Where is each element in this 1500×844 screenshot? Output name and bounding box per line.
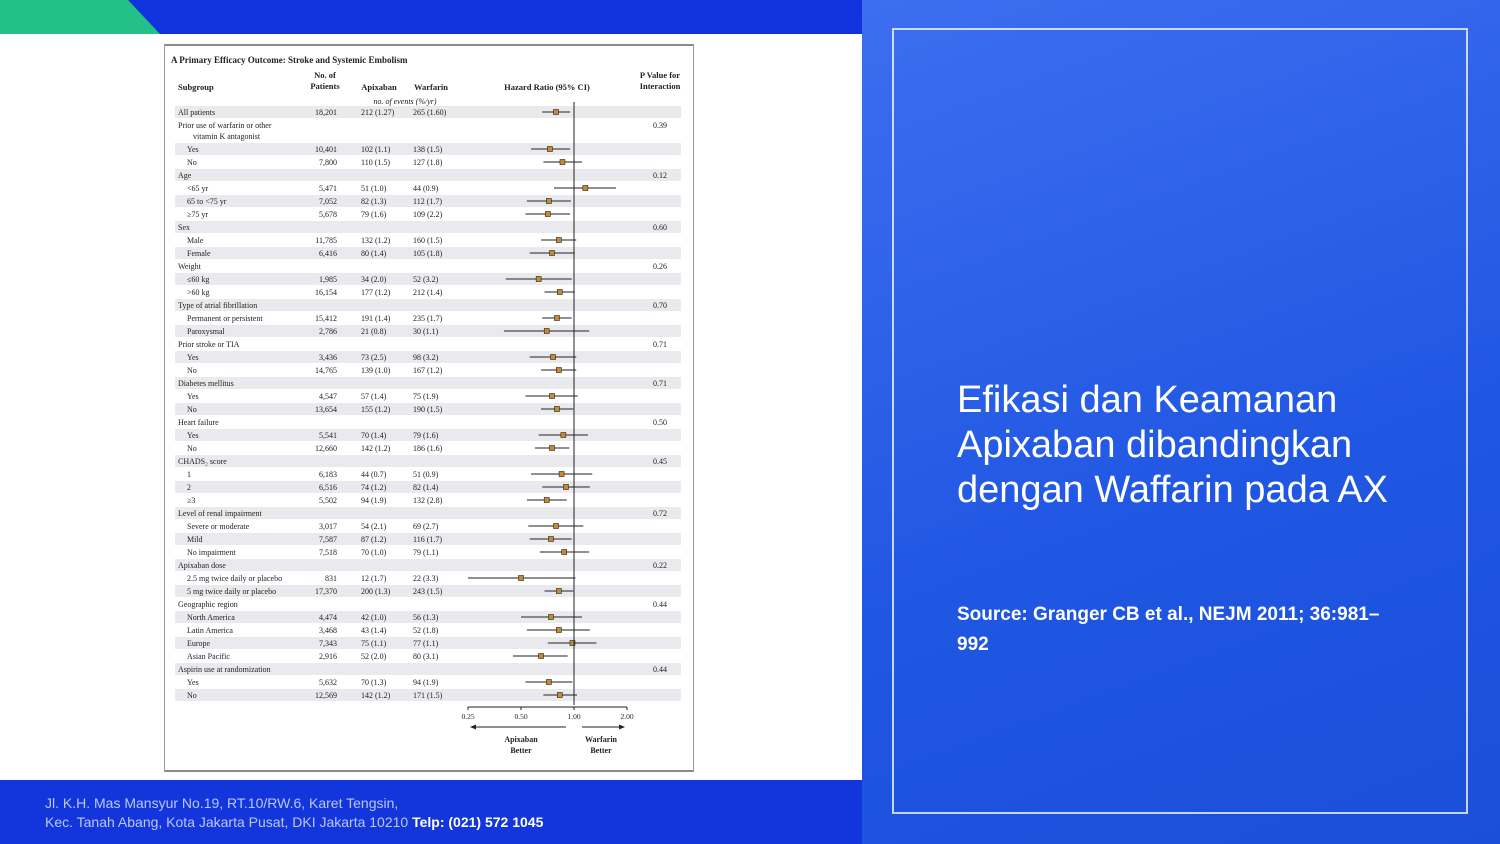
hr-point xyxy=(562,550,567,555)
row-apixaban-events: 54 (2.1) xyxy=(361,522,387,531)
row-pvalue: 0.12 xyxy=(653,171,667,180)
row-warfarin-events: 52 (1.8) xyxy=(413,626,439,635)
row-warfarin-events: 22 (3.3) xyxy=(413,574,439,583)
row-patients: 5,541 xyxy=(319,431,337,440)
row-patients: 4,474 xyxy=(319,613,337,622)
row-apixaban-events: 70 (1.0) xyxy=(361,548,387,557)
figure-bottom-rule xyxy=(165,770,693,772)
row-apixaban-events: 73 (2.5) xyxy=(361,353,387,362)
hr-point xyxy=(560,160,565,165)
hr-point xyxy=(561,433,566,438)
row-apixaban-events: 57 (1.4) xyxy=(361,392,387,401)
row-patients: 17,370 xyxy=(315,587,337,596)
row-label: Yes xyxy=(187,678,199,687)
row-warfarin-events: 186 (1.6) xyxy=(413,444,443,453)
row-label: No xyxy=(187,405,197,414)
row-pvalue: 0.26 xyxy=(653,262,667,271)
row-patients: 3,017 xyxy=(319,522,337,531)
row-label: Apixaban dose xyxy=(178,561,226,570)
x-tick-label: 0.25 xyxy=(461,712,475,721)
row-warfarin-events: 79 (1.1) xyxy=(413,548,439,557)
x-tick-label: 0.50 xyxy=(514,712,528,721)
row-apixaban-events: 12 (1.7) xyxy=(361,574,387,583)
row-label: Weight xyxy=(178,262,201,271)
row-warfarin-events: 167 (1.2) xyxy=(413,366,443,375)
row-pvalue: 0.39 xyxy=(653,121,667,130)
row-patients: 10,401 xyxy=(315,145,337,154)
row-label: Sex xyxy=(178,223,190,232)
row-label: 2 xyxy=(187,483,191,492)
forest-plot xyxy=(165,44,693,772)
header-patients-2: Patients xyxy=(310,81,340,91)
row-label: Asian Pacific xyxy=(187,652,230,661)
row-label: Prior stroke or TIA xyxy=(178,340,240,349)
row-warfarin-events: 80 (3.1) xyxy=(413,652,439,661)
hr-point xyxy=(539,654,544,659)
row-patients: 4,547 xyxy=(319,392,337,401)
header-apixaban: Apixaban xyxy=(361,82,397,92)
hr-point xyxy=(519,576,524,581)
row-patients: 11,785 xyxy=(315,236,337,245)
row-patients: 5,471 xyxy=(319,184,337,193)
row-label: No xyxy=(187,366,197,375)
apixaban-better-label-1: Apixaban xyxy=(504,735,538,744)
header-events-note: no. of events (%/yr) xyxy=(373,97,437,106)
row-apixaban-events: 191 (1.4) xyxy=(361,314,391,323)
row-label: 2.5 mg twice daily or placebo xyxy=(187,574,283,583)
row-label: Latin America xyxy=(187,626,233,635)
row-apixaban-events: 80 (1.4) xyxy=(361,249,387,258)
row-label: No xyxy=(187,691,197,700)
row-warfarin-events: 77 (1.1) xyxy=(413,639,439,648)
header-patients-1: No. of xyxy=(314,70,336,80)
row-label: <65 yr xyxy=(187,184,209,193)
apixaban-better-label-2: Better xyxy=(510,746,532,755)
row-label: CHADS₂ score xyxy=(178,457,227,466)
header-hazard-ratio: Hazard Ratio (95% CI) xyxy=(504,82,590,92)
hr-point xyxy=(544,329,549,334)
row-apixaban-events: 70 (1.3) xyxy=(361,678,387,687)
panel-title: A Primary Efficacy Outcome: Stroke and Systemic Embolism xyxy=(171,55,408,65)
row-patients: 7,587 xyxy=(319,535,337,544)
row-patients: 1,985 xyxy=(319,275,337,284)
row-warfarin-events: 212 (1.4) xyxy=(413,288,443,297)
row-warfarin-events: 69 (2.7) xyxy=(413,522,439,531)
hr-point xyxy=(545,212,550,217)
row-label: >60 kg xyxy=(187,288,210,297)
warfarin-better-label-1: Warfarin xyxy=(585,735,617,744)
row-patients: 16,154 xyxy=(315,288,337,297)
footer-address-text: Kec. Tanah Abang, Kota Jakarta Pusat, DKI Jakarta 10210 xyxy=(45,814,409,830)
row-warfarin-events: 94 (1.9) xyxy=(413,678,439,687)
row-warfarin-events: 190 (1.5) xyxy=(413,405,443,414)
hr-point xyxy=(556,238,561,243)
row-apixaban-events: 87 (1.2) xyxy=(361,535,387,544)
row-warfarin-events: 52 (3.2) xyxy=(413,275,439,284)
row-label: ≤60 kg xyxy=(187,275,210,284)
row-label: Type of atrial fibrillation xyxy=(178,301,258,310)
row-warfarin-events: 116 (1.7) xyxy=(413,535,443,544)
row-stripe xyxy=(175,221,681,233)
warfarin-better-label-2: Better xyxy=(590,746,612,755)
row-patients: 13,654 xyxy=(315,405,337,414)
row-label: Diabetes mellitus xyxy=(178,379,234,388)
hr-point xyxy=(547,147,552,152)
hr-point xyxy=(563,485,568,490)
hr-point xyxy=(556,628,561,633)
row-pvalue: 0.71 xyxy=(653,340,667,349)
row-apixaban-events: 70 (1.4) xyxy=(361,431,387,440)
row-label: Yes xyxy=(187,431,199,440)
footer-address-line1: Jl. K.H. Mas Mansyur No.19, RT.10/RW.6, Karet Tengsin, xyxy=(45,795,399,811)
row-pvalue: 0.22 xyxy=(653,561,667,570)
row-warfarin-events: 243 (1.5) xyxy=(413,587,443,596)
row-warfarin-events: 127 (1.8) xyxy=(413,158,443,167)
header-pvalue-1: P Value for xyxy=(639,70,681,80)
hr-point xyxy=(544,498,549,503)
row-label: Paroxysmal xyxy=(187,327,225,336)
row-warfarin-events: 44 (0.9) xyxy=(413,184,439,193)
row-label: Level of renal impairment xyxy=(178,509,262,518)
row-stripe xyxy=(175,559,681,571)
hr-point xyxy=(556,589,561,594)
row-label: Age xyxy=(178,171,192,180)
hr-point xyxy=(557,290,562,295)
row-apixaban-events: 200 (1.3) xyxy=(361,587,391,596)
row-apixaban-events: 43 (1.4) xyxy=(361,626,387,635)
row-pvalue: 0.60 xyxy=(653,223,667,232)
row-patients: 5,632 xyxy=(319,678,337,687)
hr-point xyxy=(550,251,555,256)
row-warfarin-events: 105 (1.8) xyxy=(413,249,443,258)
row-apixaban-events: 142 (1.2) xyxy=(361,691,391,700)
row-label: Yes xyxy=(187,145,199,154)
row-apixaban-events: 74 (1.2) xyxy=(361,483,387,492)
row-patients: 12,660 xyxy=(315,444,337,453)
header-warfarin: Warfarin xyxy=(414,82,448,92)
row-label: No xyxy=(187,158,197,167)
row-label: Yes xyxy=(187,392,199,401)
row-warfarin-events: 56 (1.3) xyxy=(413,613,439,622)
row-label: ≥75 yr xyxy=(187,210,209,219)
row-pvalue: 0.45 xyxy=(653,457,667,466)
row-patients: 7,518 xyxy=(319,548,337,557)
hr-point xyxy=(551,355,556,360)
hr-point xyxy=(546,199,551,204)
x-tick-label: 1.00 xyxy=(567,712,581,721)
forest-plot-figure xyxy=(164,44,694,772)
hr-point xyxy=(583,186,588,191)
row-pvalue: 0.50 xyxy=(653,418,667,427)
row-warfarin-events: 235 (1.7) xyxy=(413,314,443,323)
row-apixaban-events: 155 (1.2) xyxy=(361,405,391,414)
hr-point xyxy=(536,277,541,282)
row-apixaban-events: 34 (2.0) xyxy=(361,275,387,284)
row-label: Europe xyxy=(187,639,211,648)
row-apixaban-events: 21 (0.8) xyxy=(361,327,387,336)
row-warfarin-events: 51 (0.9) xyxy=(413,470,439,479)
row-warfarin-events: 30 (1.1) xyxy=(413,327,439,336)
row-pvalue: 0.72 xyxy=(653,509,667,518)
row-label: ≥3 xyxy=(187,496,196,505)
row-pvalue: 0.71 xyxy=(653,379,667,388)
row-patients: 3,468 xyxy=(319,626,337,635)
row-patients: 7,800 xyxy=(319,158,337,167)
footer-band xyxy=(0,780,862,844)
row-label-cont: vitamin K antagonist xyxy=(193,132,261,141)
row-apixaban-events: 44 (0.7) xyxy=(361,470,387,479)
row-label: Severe or moderate xyxy=(187,522,250,531)
hr-point xyxy=(548,537,553,542)
hr-point xyxy=(554,316,559,321)
row-stripe xyxy=(175,377,681,389)
row-label: Aspirin use at randomization xyxy=(178,665,271,674)
arrowhead-left xyxy=(470,725,476,730)
row-stripe xyxy=(175,455,681,467)
slide-title: Efikasi dan Keamanan Apixaban dibandingkan dengan Waffarin pada AX xyxy=(957,379,1388,511)
hr-point xyxy=(550,446,555,451)
row-label: 1 xyxy=(187,470,191,479)
row-warfarin-events: 109 (2.2) xyxy=(413,210,443,219)
row-pvalue: 0.70 xyxy=(653,301,667,310)
row-apixaban-events: 75 (1.1) xyxy=(361,639,387,648)
hr-point xyxy=(556,368,561,373)
row-label: Heart failure xyxy=(178,418,219,427)
row-patients: 7,052 xyxy=(319,197,337,206)
row-warfarin-events: 79 (1.6) xyxy=(413,431,439,440)
row-patients: 6,416 xyxy=(319,249,337,258)
hr-point xyxy=(559,472,564,477)
row-label: Geographic region xyxy=(178,600,238,609)
row-label: All patients xyxy=(178,108,216,117)
row-patients: 3,436 xyxy=(319,353,337,362)
row-label: No impairment xyxy=(187,548,236,557)
row-patients: 5,678 xyxy=(319,210,337,219)
row-pvalue: 0.44 xyxy=(653,600,667,609)
row-apixaban-events: 142 (1.2) xyxy=(361,444,391,453)
row-warfarin-events: 171 (1.5) xyxy=(413,691,443,700)
row-apixaban-events: 79 (1.6) xyxy=(361,210,387,219)
hr-point xyxy=(546,680,551,685)
row-patients: 12,569 xyxy=(315,691,337,700)
row-apixaban-events: 102 (1.1) xyxy=(361,145,391,154)
row-warfarin-events: 112 (1.7) xyxy=(413,197,443,206)
row-label: North America xyxy=(187,613,235,622)
row-warfarin-events: 98 (3.2) xyxy=(413,353,439,362)
header-subgroup: Subgroup xyxy=(178,82,214,92)
row-apixaban-events: 110 (1.5) xyxy=(361,158,391,167)
row-apixaban-events: 82 (1.3) xyxy=(361,197,387,206)
row-patients: 2,786 xyxy=(319,327,337,336)
footer-address-line2 xyxy=(45,814,543,830)
hr-point xyxy=(550,394,555,399)
row-patients: 15,412 xyxy=(315,314,337,323)
row-patients: 14,765 xyxy=(315,366,337,375)
row-stripe xyxy=(175,169,681,181)
header-pvalue-2: Interaction xyxy=(639,81,681,91)
row-apixaban-events: 132 (1.2) xyxy=(361,236,391,245)
row-apixaban-events: 52 (2.0) xyxy=(361,652,387,661)
row-patients: 18,201 xyxy=(315,108,337,117)
row-apixaban-events: 42 (1.0) xyxy=(361,613,387,622)
row-label: Male xyxy=(187,236,204,245)
row-label: Yes xyxy=(187,353,199,362)
row-apixaban-events: 94 (1.9) xyxy=(361,496,387,505)
row-patients: 6,516 xyxy=(319,483,337,492)
row-label: Mild xyxy=(187,535,203,544)
hr-point xyxy=(553,524,558,529)
hr-point xyxy=(554,407,559,412)
x-tick-label: 2.00 xyxy=(620,712,634,721)
footer-phone: Telp: (021) 572 1045 xyxy=(412,814,544,830)
row-patients: 2,916 xyxy=(319,652,337,661)
row-patients: 7,343 xyxy=(319,639,337,648)
row-warfarin-events: 160 (1.5) xyxy=(413,236,443,245)
row-warfarin-events: 132 (2.8) xyxy=(413,496,443,505)
row-label: 65 to <75 yr xyxy=(187,197,227,206)
arrowhead-right xyxy=(619,725,625,730)
row-label: Prior use of warfarin or other xyxy=(178,121,272,130)
row-label: Permanent or persistent xyxy=(187,314,263,323)
row-apixaban-events: 139 (1.0) xyxy=(361,366,391,375)
row-apixaban-events: 51 (1.0) xyxy=(361,184,387,193)
row-patients: 831 xyxy=(325,574,337,583)
row-patients: 6,183 xyxy=(319,470,337,479)
row-pvalue: 0.44 xyxy=(653,665,667,674)
hr-point xyxy=(548,615,553,620)
row-patients: 5,502 xyxy=(319,496,337,505)
row-apixaban-events: 177 (1.2) xyxy=(361,288,391,297)
row-warfarin-events: 82 (1.4) xyxy=(413,483,439,492)
hr-point xyxy=(553,110,558,115)
row-warfarin-events: 265 (1.60) xyxy=(413,108,447,117)
row-warfarin-events: 138 (1.5) xyxy=(413,145,443,154)
hr-point xyxy=(557,693,562,698)
source-citation: Source: Granger CB et al., NEJM 2011; 36:981–992 xyxy=(957,604,1380,655)
row-apixaban-events: 212 (1.27) xyxy=(361,108,395,117)
row-warfarin-events: 75 (1.9) xyxy=(413,392,439,401)
row-label: 5 mg twice daily or placebo xyxy=(187,587,277,596)
row-label: No xyxy=(187,444,197,453)
row-label: Female xyxy=(187,249,211,258)
